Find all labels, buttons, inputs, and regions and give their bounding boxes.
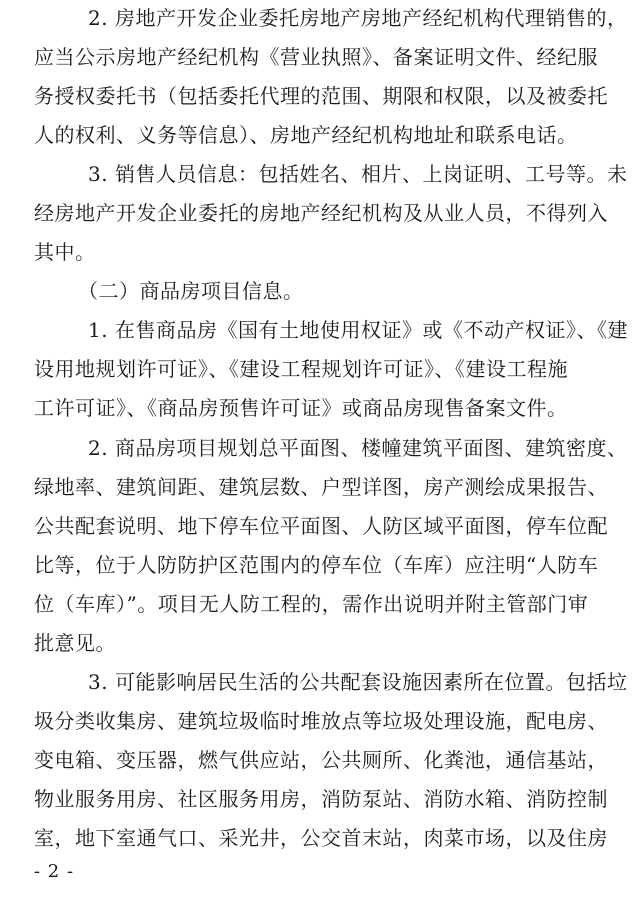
text-line: 比等，位于人防防护区范围内的停车位（车库）应注明“人防车 (34, 553, 599, 577)
text-line: 2. 商品房项目规划总平面图、楼幢建筑平面图、建筑密度、 (88, 436, 628, 460)
text-line: 应当公示房地产经纪机构《营业执照》、备案证明文件、经纪服 (34, 45, 598, 69)
text-line: 变电箱、变压器，燃气供应站，公共厕所、化粪池，通信基站， (34, 748, 608, 772)
page-number: - 2 - (34, 861, 75, 882)
text-line: 绿地率、建筑间距、建筑层数、户型详图，房产测绘成果报告、 (34, 475, 608, 499)
text-line: 物业服务用房、社区服务用房，消防泵站、消防水箱、消防控制 (34, 787, 608, 811)
text-line: 人的权利、义务等信息）、房地产经纪机构地址和联系电话。 (34, 123, 578, 147)
text-line: 室，地下室通气口、采光井，公交首末站，肉菜市场，以及住房 (34, 826, 608, 850)
text-line: 务授权委托书（包括委托代理的范围、期限和权限，以及被委托 (34, 84, 608, 108)
text-line: 经房地产开发企业委托的房地产经纪机构及从业人员，不得列入 (34, 201, 608, 225)
text-line: 1. 在售商品房《国有土地使用权证》或《不动产权证》、《建 (88, 318, 628, 342)
text-line: 3. 销售人员信息：包括姓名、相片、上岗证明、工号等。未 (88, 162, 628, 186)
text-line: 位（车库）”。项目无人防工程的，需作出说明并附主管部门审 (34, 592, 589, 616)
text-line: 2. 房地产开发企业委托房地产房地产经纪机构代理销售的， (88, 6, 628, 30)
text-line: 其中。 (34, 240, 96, 264)
text-line: 3. 可能影响居民生活的公共配套设施因素所在位置。包括垃 (88, 670, 628, 694)
section-heading: （二）商品房项目信息。 (78, 279, 304, 303)
text-line: 公共配套说明、地下停车位平面图、人防区域平面图，停车位配 (34, 514, 608, 538)
text-line: 工许可证》、《商品房预售许可证》或商品房现售备案文件。 (34, 396, 568, 420)
text-line: 批意见。 (34, 631, 116, 655)
text-line: 设用地规划许可证》、《建设工程规划许可证》、《建设工程施 (34, 357, 568, 381)
text-line: 圾分类收集房、建筑垃圾临时堆放点等垃圾处理设施，配电房、 (34, 709, 608, 733)
